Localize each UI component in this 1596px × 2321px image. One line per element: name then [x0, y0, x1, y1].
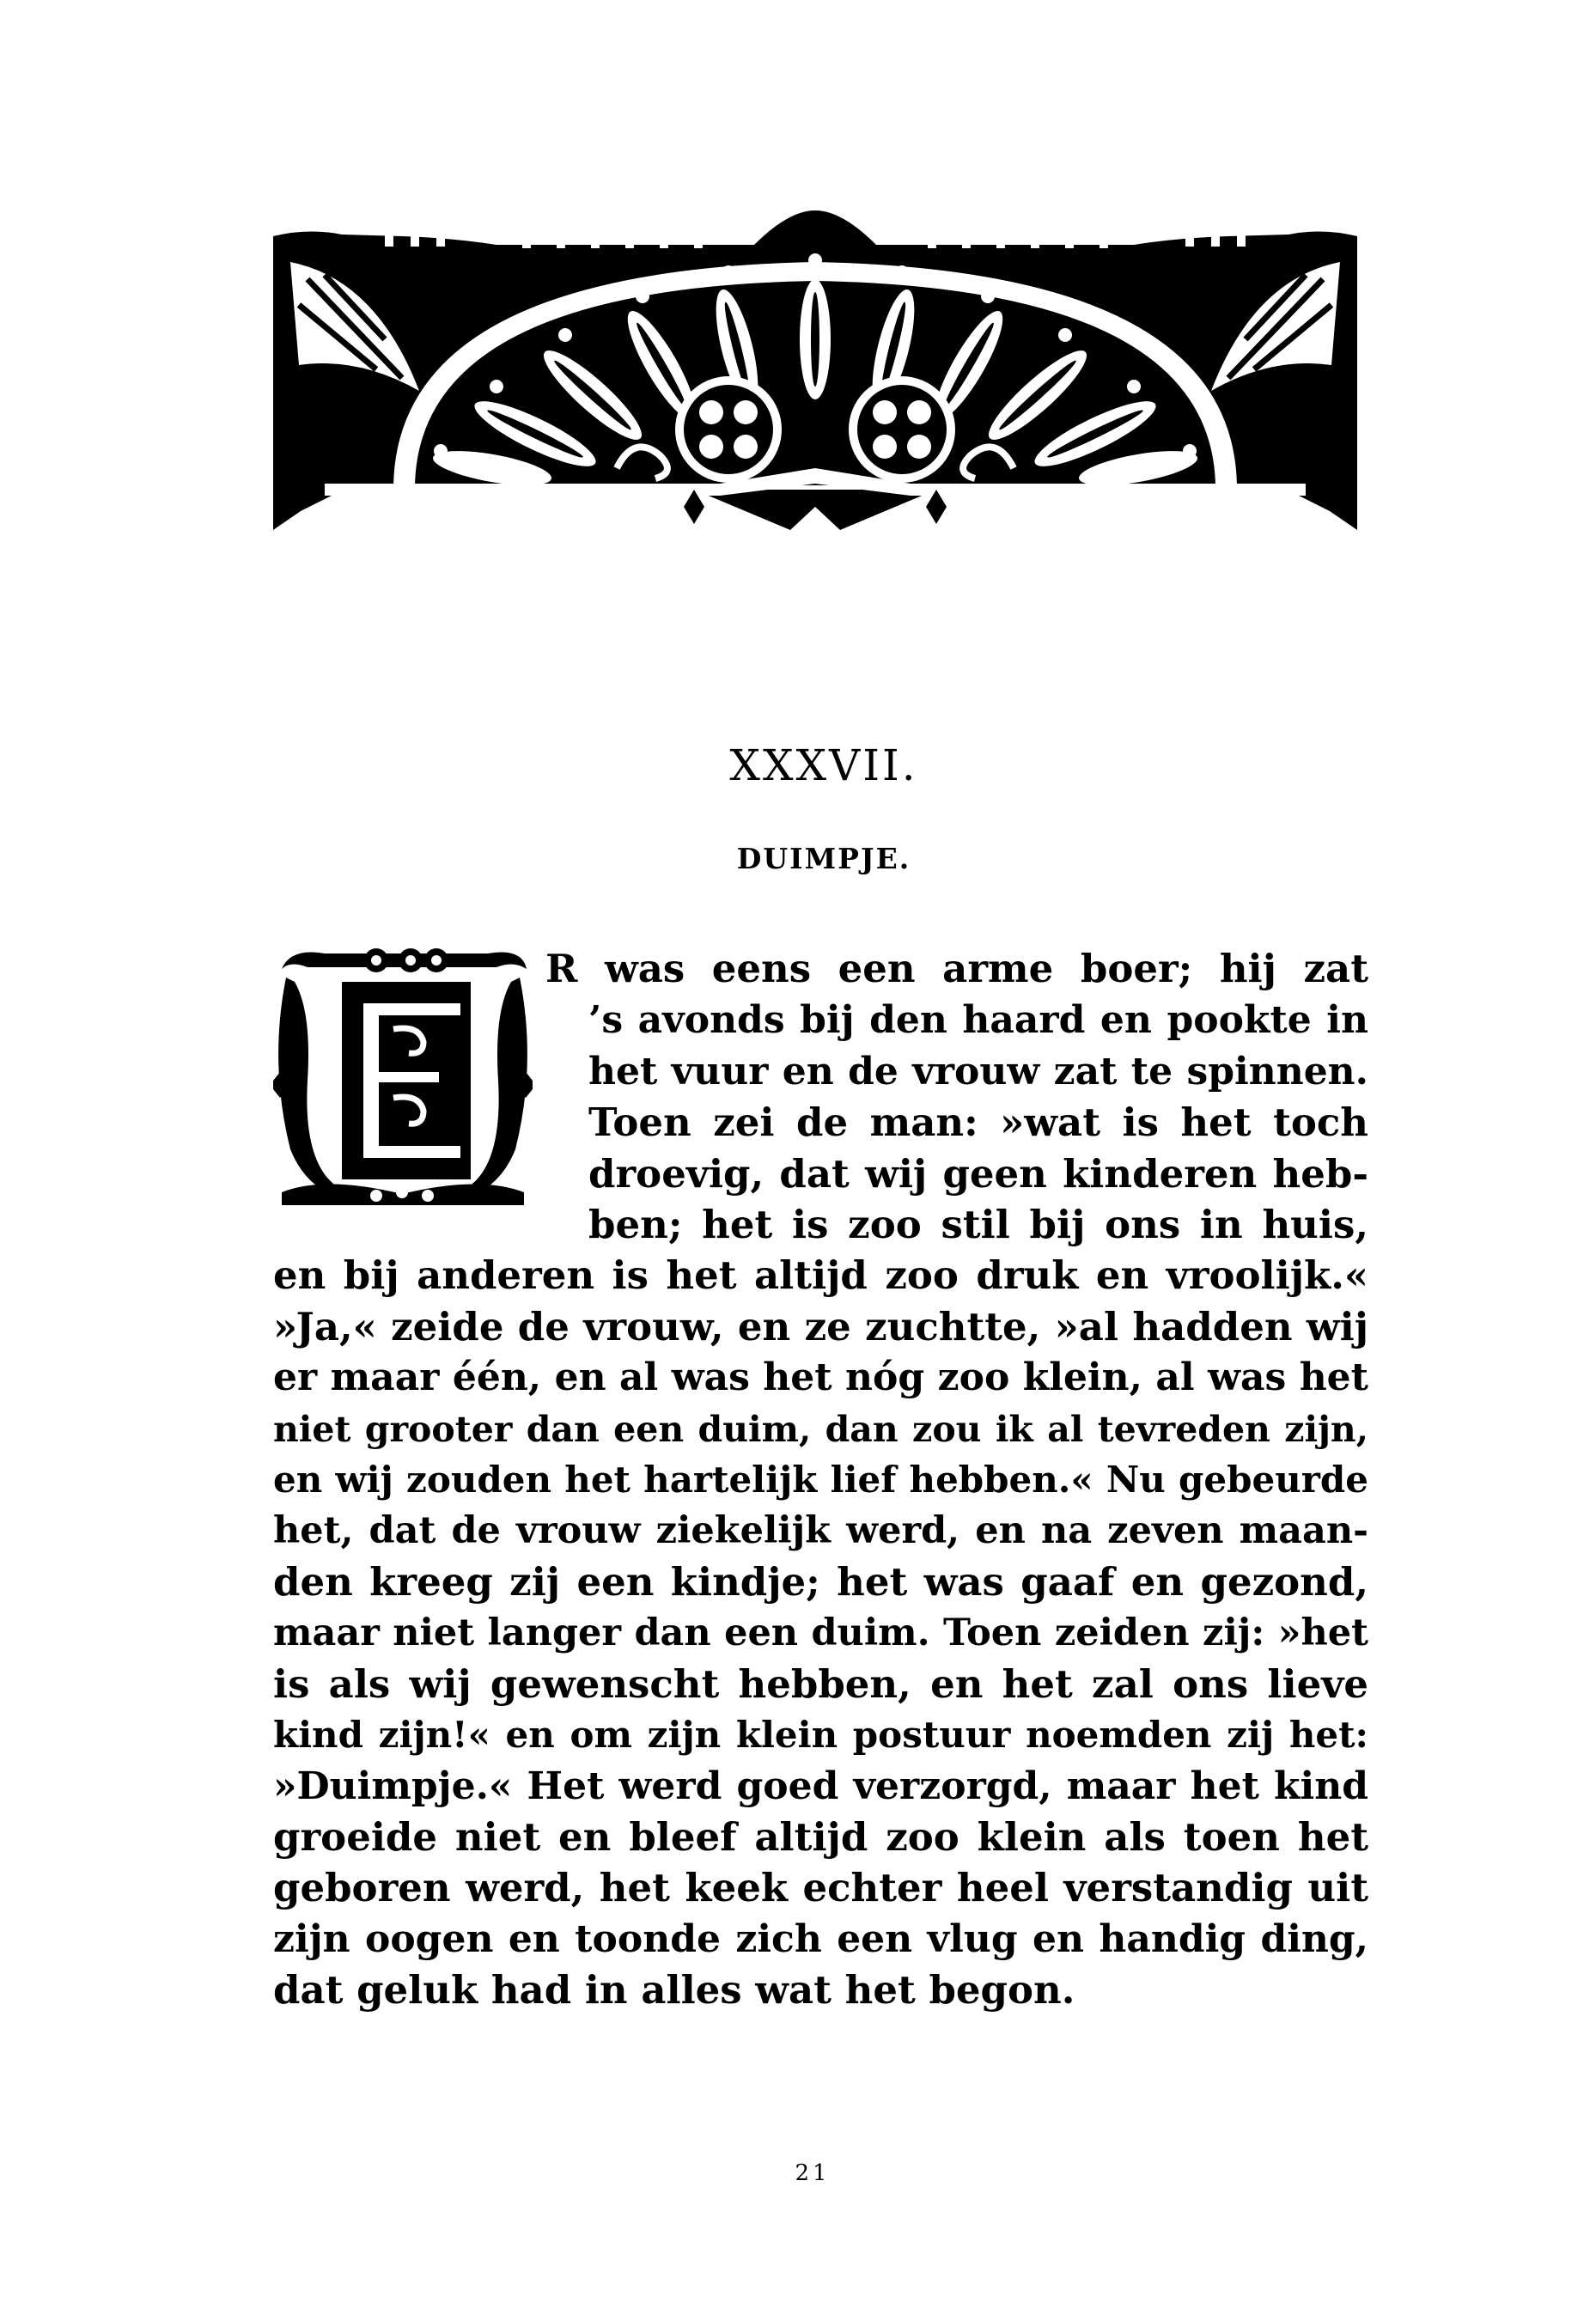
- body-line-20: zijn oogen en toonde zich een vlug en handig ding,: [273, 1917, 1368, 1961]
- page-number: 21: [795, 2160, 831, 2186]
- headpiece-ornament: [273, 210, 1357, 530]
- body-line-10: niet grooter dan een duim, dan zou ik al tevreden zijn,: [273, 1409, 1368, 1450]
- body-line-18: groeide niet en bleef altijd zoo klein als toen het: [273, 1814, 1368, 1860]
- body-line-12: het, dat de vrouw ziekelijk werd, en na zeven maan-: [273, 1509, 1368, 1552]
- chapter-title: DUIMPJE.: [736, 842, 911, 875]
- decorated-initial-e: [273, 943, 533, 1209]
- body-line-1: R was eens een arme boer; hij zat: [545, 946, 1368, 991]
- body-line-7: en bij anderen is het altijd zoo druk en vroolijk.«: [273, 1252, 1368, 1298]
- body-line-9: er maar één, en al was het nóg zoo klein, al was het: [273, 1355, 1368, 1399]
- body-line-3: het vuur en de vrouw zat te spinnen.: [588, 1050, 1368, 1093]
- body-line-19: geboren werd, het keek echter heel verstandig uit: [273, 1865, 1368, 1910]
- body-line-8: »Ja,« zeide de vrouw, en ze zuchtte, »al hadden wij: [273, 1304, 1368, 1349]
- chapter-number: XXXVII.: [729, 740, 918, 790]
- body-line-5: droevig, dat wij geen kinderen heb-: [588, 1151, 1368, 1197]
- body-line-14: maar niet langer dan een duim. Toen zeiden zij: »het: [273, 1611, 1368, 1654]
- body-line-6: ben; het is zoo stil bij ons in huis,: [588, 1202, 1368, 1247]
- body-line-11: en wij zouden het hartelijk lief hebben.« Nu gebeurde: [273, 1459, 1368, 1501]
- body-line-4: Toen zei de man: »wat is het toch: [588, 1100, 1368, 1145]
- body-line-21: dat geluk had in alles wat het begon.: [273, 1967, 1075, 2013]
- body-line-15: is als wij gewenscht hebben, en het zal ons lieve: [273, 1661, 1368, 1707]
- body-line-17: »Duimpje.« Het werd goed verzorgd, maar het kind: [273, 1764, 1368, 1808]
- body-line-2: ’s avonds bij den haard en pookte in: [588, 998, 1368, 1042]
- body-line-16: kind zijn!« en om zijn klein postuur noemden zij het:: [273, 1714, 1368, 1756]
- body-line-13: den kreeg zij een kindje; het was gaaf en gezond,: [273, 1559, 1368, 1605]
